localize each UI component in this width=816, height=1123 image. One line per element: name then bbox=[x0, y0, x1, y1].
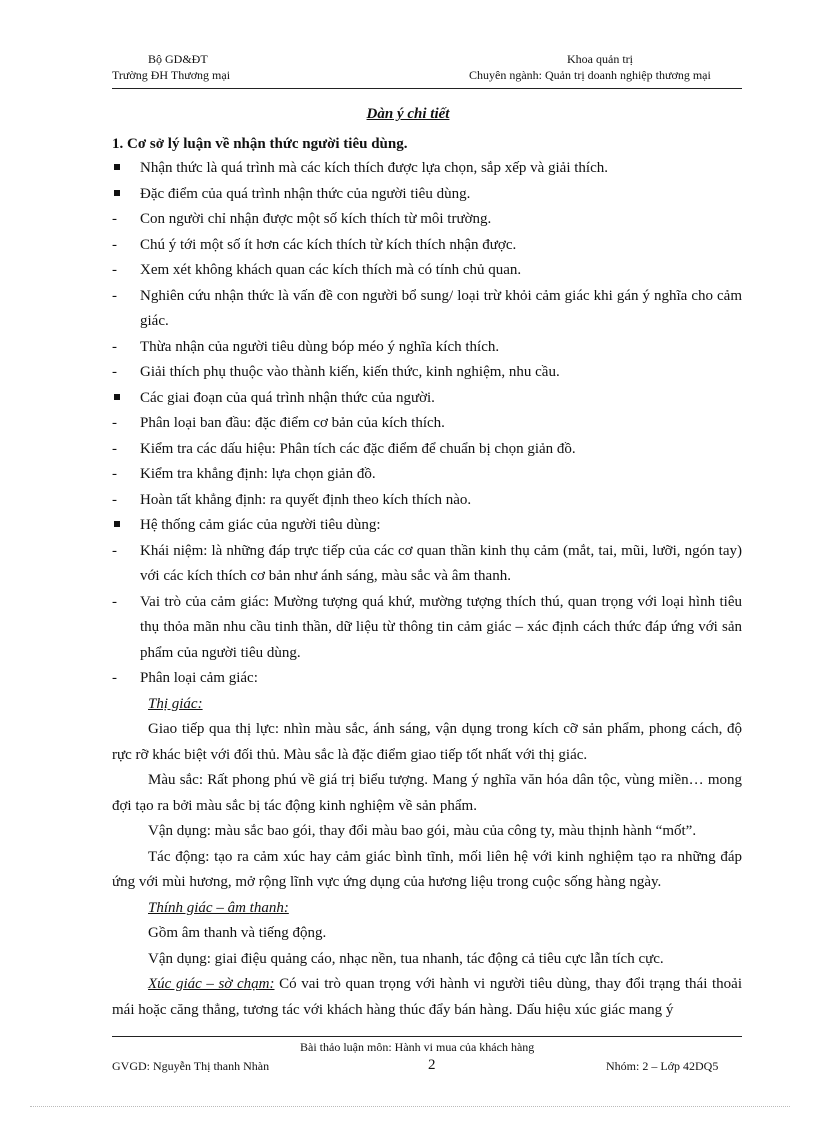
dash-bullet-icon: - bbox=[112, 491, 117, 508]
list-item-text: Các giai đoạn của quá trình nhận thức của người. bbox=[140, 389, 435, 406]
dash-bullet-icon: - bbox=[112, 287, 117, 304]
list-item bbox=[112, 156, 742, 182]
list-item bbox=[112, 284, 742, 335]
major-label: Chuyên ngành: Quản trị doanh nghiệp thương mại bbox=[469, 68, 711, 82]
vision-paragraph: Giao tiếp qua thị lực: nhìn màu sắc, ánh sáng, vận dụng trong kích cỡ sản phẩm, phong cách, độ rực rỡ khác biệt với đối thủ. Màu sắc là đặc điểm giao tiếp tốt nhất với thị giác. bbox=[112, 721, 742, 763]
section-heading: 1. Cơ sở lý luận về nhận thức người tiêu dùng. bbox=[112, 136, 408, 152]
page-edge-divider bbox=[30, 1106, 790, 1107]
faculty-label: Khoa quản trị bbox=[567, 52, 633, 66]
hearing-paragraph: Gồm âm thanh và tiếng động. bbox=[148, 925, 327, 941]
ministry-label: Bộ GD&ĐT bbox=[148, 52, 208, 66]
list-item bbox=[112, 386, 742, 412]
list-item-text: Nhận thức là quá trình mà các kích thích được lựa chọn, sắp xếp và giải thích. bbox=[140, 160, 609, 176]
list-item-text: Phân loại ban đầu: đặc điểm cơ bản của kích thích. bbox=[140, 415, 445, 431]
color-paragraph: Màu sắc: Rất phong phú về giá trị biểu tượng. Mang ý nghĩa văn hóa dân tộc, vùng miền… mong đợi tạo ra bởi màu sắc bị tác động kinh nghiệm về sản phẩm. bbox=[112, 772, 742, 814]
document-body bbox=[112, 132, 742, 1023]
list-item bbox=[112, 462, 742, 488]
dash-bullet-icon: - bbox=[112, 670, 117, 686]
dash-bullet-icon: - bbox=[112, 415, 117, 431]
dash-bullet-icon: - bbox=[112, 593, 117, 610]
list-item bbox=[112, 411, 742, 437]
list-item bbox=[112, 437, 742, 463]
page-title: Dàn ý chi tiết bbox=[366, 106, 450, 122]
hearing-application: Vận dụng: giai điệu quảng cáo, nhạc nền, tua nhanh, tác động cả tiêu cực lẫn tích cực. bbox=[148, 950, 664, 967]
dash-bullet-icon: - bbox=[112, 364, 117, 380]
footer-group: Nhóm: 2 – Lớp 42DQ5 bbox=[606, 1059, 719, 1073]
list-item bbox=[112, 360, 742, 386]
page-header bbox=[112, 52, 742, 89]
university-label: Trường ĐH Thương mại bbox=[112, 68, 231, 82]
list-item-text: Con người chỉ nhận được một số kích thích từ môi trường. bbox=[140, 211, 492, 227]
list-item bbox=[112, 488, 742, 514]
list-item bbox=[112, 513, 742, 539]
vision-heading: Thị giác: bbox=[148, 695, 203, 712]
list-item-text: Hệ thống cảm giác của người tiêu dùng: bbox=[140, 517, 381, 533]
list-item bbox=[112, 666, 742, 692]
square-bullet-icon bbox=[112, 386, 132, 412]
list-item-text: Hoàn tất khẳng định: ra quyết định theo kích thích nào. bbox=[140, 491, 472, 508]
touch-paragraph bbox=[112, 972, 742, 1023]
footer-topic: Bài thảo luận môn: Hành vi mua của khách hàng bbox=[300, 1040, 535, 1054]
list-item-text: Vai trò của cảm giác: Mường tượng quá khứ, mường tượng thích thú, quan trọng với loại hình tiêu thụ thỏa mãn nhu cầu tinh thần, dữ liệu từ thông tin cảm giác – xác định cách thức đáp ứng với sản phẩm của người tiêu dùng. bbox=[140, 593, 742, 661]
dash-bullet-icon: - bbox=[112, 542, 117, 559]
list-item bbox=[112, 233, 742, 259]
square-bullet-icon bbox=[112, 182, 132, 208]
touch-heading: Xúc giác – sờ chạm: bbox=[148, 976, 275, 992]
list-item-text: Giải thích phụ thuộc vào thành kiến, kiến thức, kinh nghiệm, nhu cầu. bbox=[140, 364, 560, 380]
touch-text: Có vai trò quan trọng với hành vi người tiêu dùng, thay đổi trạng thái thoải mái hoặc căng thẳng, tương tác với khách hàng thúc đẩy bán hàng. Dấu hiệu xúc giác mang ý bbox=[112, 976, 742, 1018]
application-paragraph: Vận dụng: màu sắc bao gói, thay đổi màu bao gói, màu của công ty, màu thịnh hành “mốt”. bbox=[148, 823, 697, 839]
list-item-text: Đặc điểm của quá trình nhận thức của người tiêu dùng. bbox=[140, 185, 471, 202]
list-item-text: Xem xét không khách quan các kích thích mà có tính chủ quan. bbox=[140, 262, 522, 278]
list-item-text: Chú ý tới một số ít hơn các kích thích từ kích thích nhận được. bbox=[140, 236, 517, 253]
square-bullet-icon bbox=[112, 513, 132, 539]
dash-bullet-icon: - bbox=[112, 440, 117, 457]
list-item bbox=[112, 590, 742, 667]
list-item-text: Khái niệm: là những đáp trực tiếp của các cơ quan thần kinh thụ cảm (mắt, tai, mũi, lưỡi, ngón tay) với các kích thích cơ bản như ánh sáng, màu sắc và âm thanh. bbox=[140, 542, 742, 584]
list-item bbox=[112, 258, 742, 284]
list-item-text: Phân loại cảm giác: bbox=[140, 670, 258, 686]
hearing-heading: Thính giác – âm thanh: bbox=[148, 899, 289, 916]
list-item bbox=[112, 207, 742, 233]
dash-bullet-icon: - bbox=[112, 466, 117, 482]
dash-bullet-icon: - bbox=[112, 338, 117, 355]
list-item bbox=[112, 539, 742, 590]
page-number: 2 bbox=[428, 1057, 436, 1073]
page-footer bbox=[112, 1036, 742, 1073]
list-item bbox=[112, 182, 742, 208]
impact-paragraph: Tác động: tạo ra cảm xúc hay cảm giác bình tĩnh, mối liên hệ với kinh nghiệm tạo ra những đáp ứng với mùi hương, mở rộng lĩnh vực ứng dụng của hương liệu trong cuộc sống hàng ngày. bbox=[112, 848, 742, 890]
dash-bullet-icon: - bbox=[112, 236, 117, 253]
square-bullet-icon bbox=[112, 156, 132, 182]
outline-list bbox=[112, 156, 742, 692]
dash-bullet-icon: - bbox=[112, 262, 117, 278]
list-item-text: Kiểm tra khẳng định: lựa chọn giản đồ. bbox=[140, 466, 376, 482]
footer-teacher: GVGD: Nguyễn Thị thanh Nhàn bbox=[112, 1059, 270, 1073]
list-item-text: Thừa nhận của người tiêu dùng bóp méo ý nghĩa kích thích. bbox=[140, 338, 500, 355]
list-item bbox=[112, 335, 742, 361]
dash-bullet-icon: - bbox=[112, 211, 117, 227]
list-item-text: Kiểm tra các dấu hiệu: Phân tích các đặc điểm để chuẩn bị chọn giản đồ. bbox=[140, 440, 576, 457]
list-item-text: Nghiên cứu nhận thức là vấn đề con người bổ sung/ loại trừ khỏi cảm giác khi gán ý nghĩa cho cảm giác. bbox=[140, 287, 742, 329]
